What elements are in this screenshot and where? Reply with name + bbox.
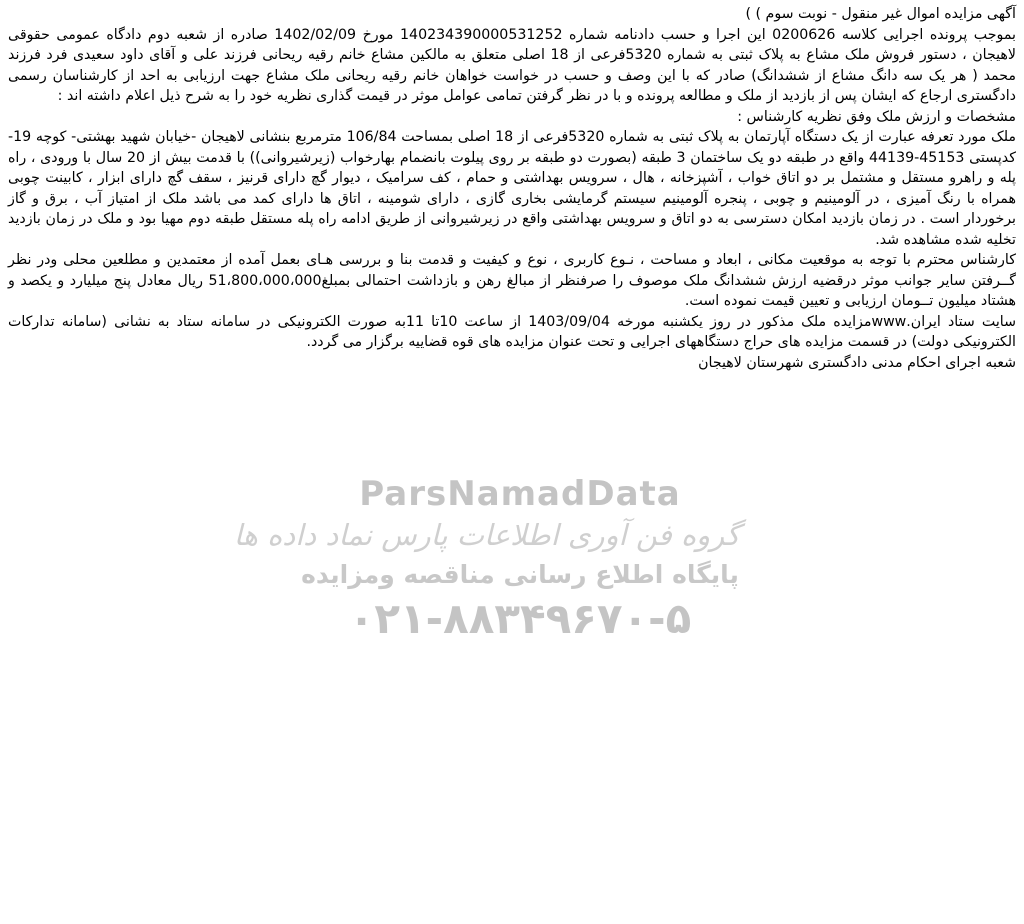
property-specs-heading: مشخصات و ارزش ملک وفق نظریه کارشناس : [737, 108, 1016, 125]
watermark-brand: ParsNamadData [359, 474, 681, 514]
intro-paragraph: بموجب پرونده اجرایی کلاسه 0200626 این اجرا و حسب دادنامه شماره 140234390000531252 مورخ 1402/02/09 صادره از شعبه دوم دادگاه عمومی حقوقی لاهیجان ، دستور فروش ملک مشاع به پلاک ثبتی به شماره 5320فرعی از 18 اصلی متعلق به مالکین مشاع خانم رقیه ریحانی فرزند علی و آقای داود سعیدی فرد فرزند محمد ( هر یک سه دانگ مشاع از ششدانگ) صادر که با این وصف و حسب در خواست خواهان خانم رقیه ریحانی ملک مشاع جهت ارزیابی به احد از کارشناسان رسمی دادگستری ارجاع که ایشان پس از بازدید از ملک و مطالعه پرونده و با در نظر گرفتن تمامی عوامل موثر در قیمت گذاری نظریه خود را به شرح ذیل اعلام داشته اند : [8, 26, 1016, 104]
watermark-portal-text: پایگاه اطلاع رسانی مناقصه ومزایده [301, 560, 739, 589]
notice-title: آگهی مزایده اموال غیر منقول - نوبت سوم ) ) [745, 6, 1016, 22]
issuing-authority: شعبه اجرای احکام مدنی دادگستری شهرستان لاهیجان [698, 354, 1016, 371]
watermark-phone-number: ۰۲۱-۸۸۳۴۹۶۷۰-۵ [348, 594, 692, 643]
expert-valuation-paragraph: کارشناس محترم با توجه به موقعیت مکانی ، ابعاد و مساحت ، نـوع کاربری ، نوع و کیفیت و قدمت بنا و بررسی هـای بعمل آمده از معتمدین و مطلعین محلی ودر نظر گــرفتن سایر جوانب موثر درقضیه ارزش ششدانگ ملک موصوف را صرفنظر از مبالغ رهن و بازداشت احتمالی بمبلغ51،800،000،000 ریال معادل پنج میلیارد و یکصد و هشتاد میلیون تــومان ارزیابی و تعیین قیمت نموده است. [8, 252, 1016, 309]
auction-notice-document [8, 4, 1016, 373]
property-description-paragraph: ملک مورد تعرفه عبارت از یک دستگاه آپارتمان به پلاک ثبتی به شماره 5320فرعی از 18 اصلی بمساحت 106/84 مترمربع بنشانی لاهیجان -خیابان شهید بهشتی- کوچه 19- کدپستی 45153-44139 واقع در طبقه دو یک ساختمان 3 طبقه (بصورت دو طبقه بر روی پیلوت بانضمام بهارخواب (زیرشیروانی)) با قدمت بیش از 20 سال با ورودی ، راه پله و راهرو مستقل و مشتمل بر دو اتاق خواب ، آشپزخانه ، هال ، سرویس بهداشتی و حمام ، کف سرامیک ، دیوار گچ دارای قرنیز ، سقف گچ دارای ابزار ، کابینت چوبی همراه با رنگ آمیزی ، در آلومینیم و چوبی ، پنجره آلومینیم سیستم گرمایشی بخاری گازی ، دارای شومینه ، اتاق ها دارای کمد می باشد ملک از امتیاز آب ، برق و گاز برخوردار است . در زمان بازدید امکان دسترسی به دو اتاق و سرویس بهداشتی واقع در زیرشیروانی از طریق ادامه راه پله مستقل طبقه دوم مهیا بود و ملک در زمان بازدید تخلیه شده مشاهده شد. [8, 129, 1017, 248]
auction-schedule-paragraph: سایت ستاد ایران.wwwمزایده ملک مذکور در روز یکشنبه مورخه 1403/09/04 از ساعت 10تا 11به صورت الکترونیکی در سامانه ستاد به نشانی (سامانه تدارکات الکترونیکی دولت) در قسمت مزایده های حراج دستگاههای اجرایی و تحت عنوان مزایده های قوه قضاییه برگزار می گردد. [8, 313, 1017, 350]
watermark-slogan: گروه فن آوری اطلاعات پارس نماد داده ها [233, 518, 740, 552]
